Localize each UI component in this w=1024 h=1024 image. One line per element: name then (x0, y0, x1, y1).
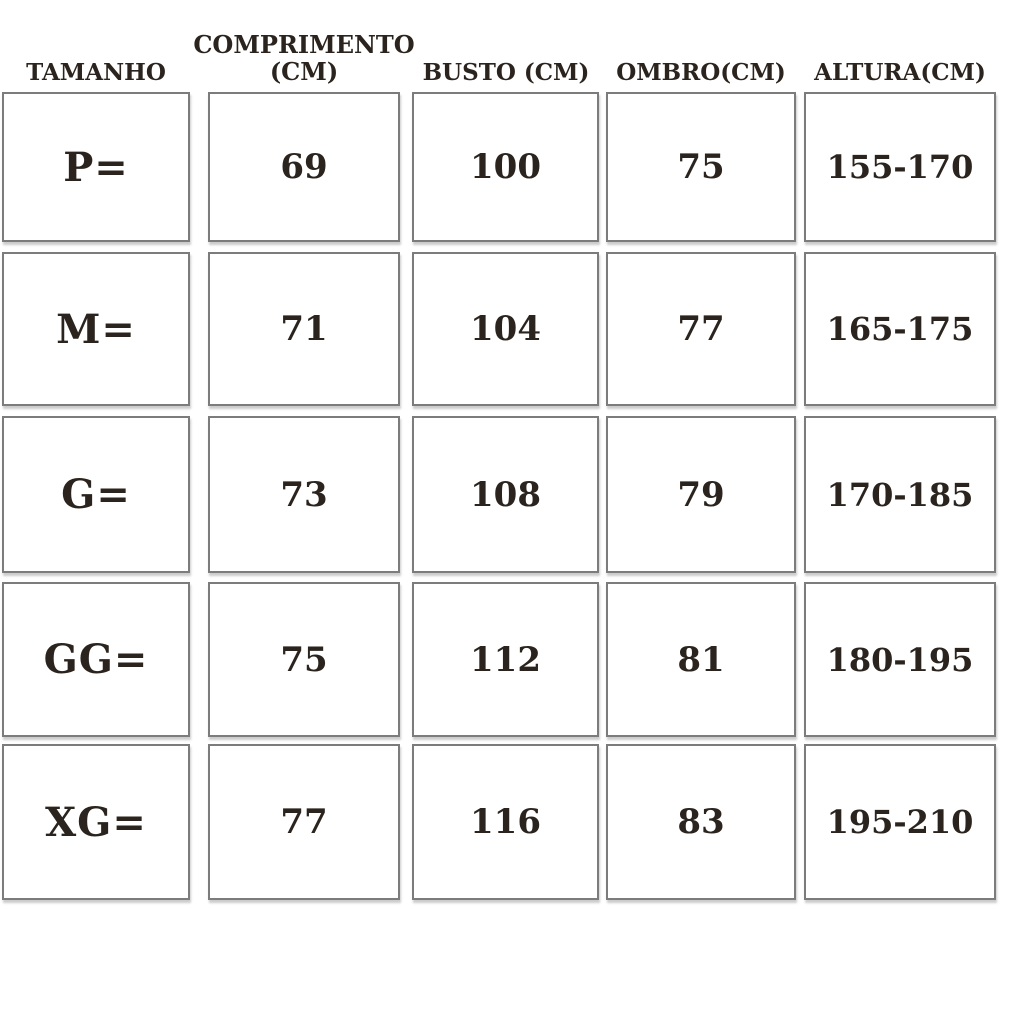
cell-ombro-g: 79 (606, 416, 796, 573)
cell-altura-p: 155-170 (804, 92, 996, 242)
cell-size-p: P= (2, 92, 190, 242)
cell-size-gg: GG= (2, 582, 190, 737)
cell-ombro-m: 77 (606, 252, 796, 406)
cell-size-xg: XG= (2, 744, 190, 900)
column-header-tamanho: TAMANHO (26, 59, 166, 87)
cell-busto-p: 100 (412, 92, 599, 242)
cell-size-m: M= (2, 252, 190, 406)
cell-busto-gg: 112 (412, 582, 599, 737)
cell-size-g: G= (2, 416, 190, 573)
cell-comprimento-gg: 75 (208, 582, 400, 737)
cell-ombro-xg: 83 (606, 744, 796, 900)
cell-altura-xg: 195-210 (804, 744, 996, 900)
column-header-altura: ALTURA(CM) (814, 59, 986, 87)
column-header-ombro: OMBRO(CM) (616, 59, 786, 87)
cell-busto-xg: 116 (412, 744, 599, 900)
cell-comprimento-g: 73 (208, 416, 400, 573)
column-header-comprimento: COMPRIMENTO (CM) (193, 30, 415, 87)
cell-busto-g: 108 (412, 416, 599, 573)
cell-ombro-p: 75 (606, 92, 796, 242)
cell-altura-gg: 180-195 (804, 582, 996, 737)
cell-busto-m: 104 (412, 252, 599, 406)
cell-ombro-gg: 81 (606, 582, 796, 737)
column-header-busto: BUSTO (CM) (422, 59, 590, 87)
cell-comprimento-p: 69 (208, 92, 400, 242)
cell-altura-m: 165-175 (804, 252, 996, 406)
cell-comprimento-m: 71 (208, 252, 400, 406)
cell-comprimento-xg: 77 (208, 744, 400, 900)
cell-altura-g: 170-185 (804, 416, 996, 573)
